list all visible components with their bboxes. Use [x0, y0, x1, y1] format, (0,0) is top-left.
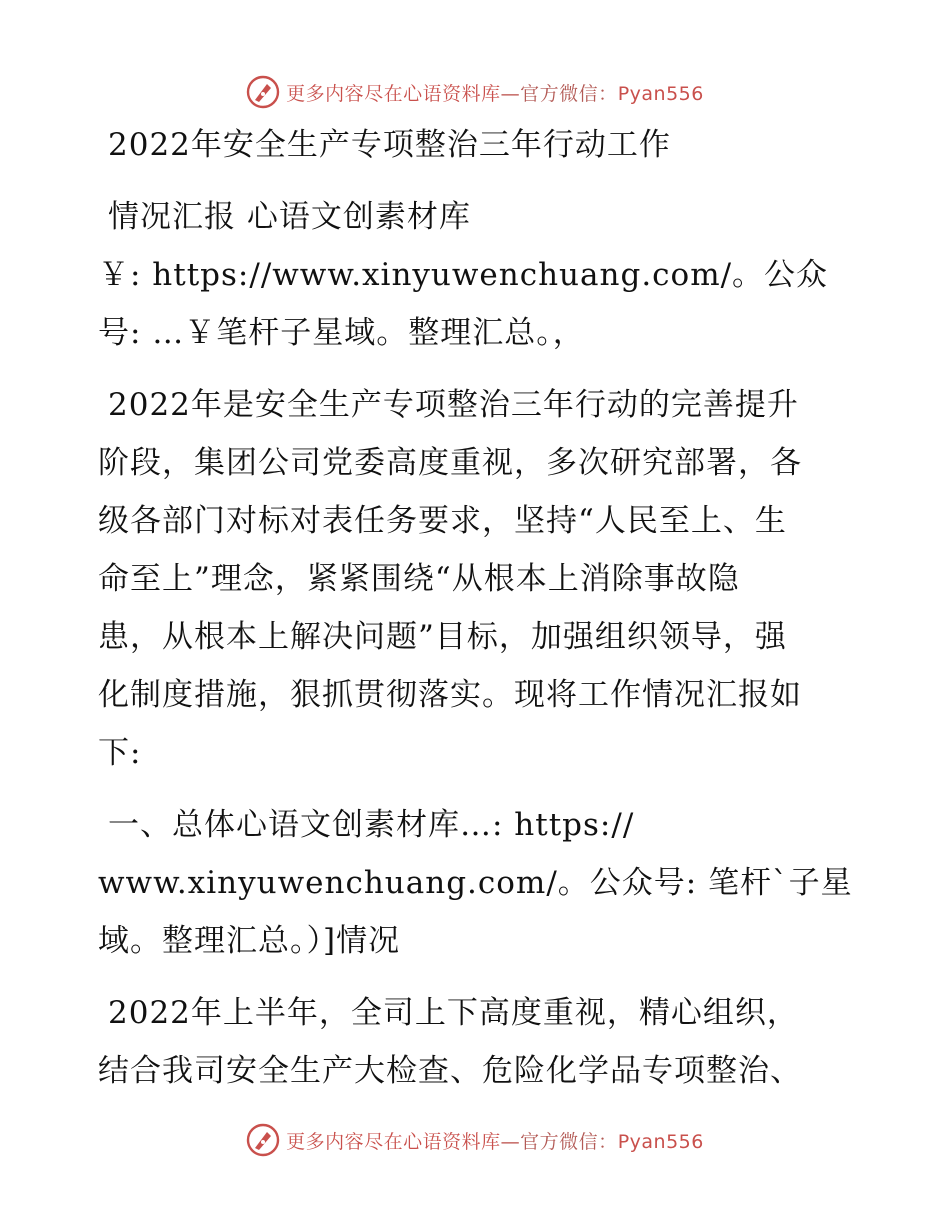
- paragraph-1-line-7: 下:: [98, 735, 142, 771]
- watermark-group: [246, 1123, 704, 1157]
- intro-line-1: ￥: https://www.xinyuwenchuang.com/。公众: [98, 257, 829, 293]
- section-1-line-1: 一、总体心语文创素材库…: https://: [108, 807, 635, 843]
- paragraph-1-line-6: 化制度措施，狠抓贯彻落实。现将工作情况汇报如: [98, 677, 802, 713]
- pen-nib-logo-icon: [246, 75, 280, 109]
- watermark-wechat-id: Pyan556: [617, 1130, 704, 1153]
- paragraph-1-line-1: 2022年是安全生产专项整治三年行动的完善提升: [108, 387, 799, 423]
- paragraph-1-line-4: 命至上”理念，紧紧围绕“从根本上消除事故隐: [98, 561, 740, 597]
- watermark-dash: —: [500, 82, 521, 105]
- paragraph-2-line-1: 2022年上半年，全司上下高度重视，精心组织，: [108, 995, 799, 1031]
- paragraph-1-line-2: 阶段，集团公司党委高度重视，多次研究部署，各: [98, 445, 802, 481]
- header-watermark: [0, 72, 950, 112]
- watermark-wechat-id: Pyan556: [617, 82, 704, 105]
- watermark-group: [246, 75, 704, 109]
- section-1-line-2: www.xinyuwenchuang.com/。公众号: 笔杆`子星: [98, 865, 853, 901]
- paragraph-2-line-2: 结合我司安全生产大检查、危险化学品专项整治、: [98, 1053, 802, 1089]
- intro-line-2: 号: …￥笔杆子星域。整理汇总。，: [98, 315, 585, 351]
- document-body: [98, 116, 858, 1100]
- watermark-text: [286, 79, 704, 106]
- watermark-dash: —: [500, 1130, 521, 1153]
- section-1-line-3: 域。整理汇总。）]情况: [98, 923, 401, 959]
- watermark-text: [286, 1127, 704, 1154]
- pen-nib-logo-icon: [246, 1123, 280, 1157]
- paragraph-1-line-5: 患，从根本上解决问题”目标，加强组织领导，强: [98, 619, 787, 655]
- title-line-2: 情况汇报 心语文创素材库: [108, 199, 471, 235]
- watermark-wechat-label: 官方微信：: [520, 82, 618, 105]
- footer-watermark: [0, 1120, 950, 1160]
- paragraph-1-line-3: 级各部门对标对表任务要求，坚持“人民至上、生: [98, 503, 787, 539]
- watermark-site-text: 更多内容尽在心语资料库: [286, 1130, 501, 1153]
- title-line-1: 2022年安全生产专项整治三年行动工作: [108, 127, 671, 163]
- watermark-site-text: 更多内容尽在心语资料库: [286, 82, 501, 105]
- watermark-wechat-label: 官方微信：: [520, 1130, 618, 1153]
